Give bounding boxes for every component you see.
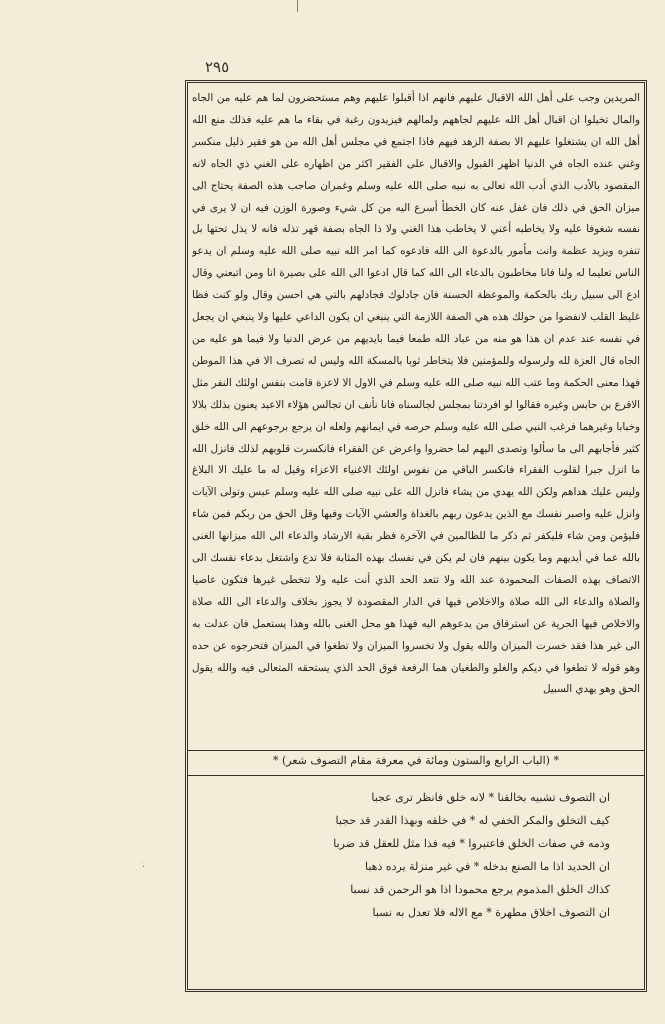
main-body-text: المريدين وجب على أهل الله الاقبال عليهم فانهم اذا أقبلوا عليهم وهم مستحضرون لما هم عليه من الجاه والمال تخيلوا ان اقبال أهل الله عليهم لجاههم ولمالهم فيزيدون رغبة في بقاء ما هم عليه فذلك منع الله أهل الله ان يشتغلوا عليهم الا بصفة الزهد فيهم فاذا اجتمع في مجلس أهل الله من هو فقير ذليل منكسر وغني عنده الجاه في الدنيا اظهر القبول والاقبال على الفقير اكثر من اظهاره على الغني ذي الجاه لانه المقصود بالأدب الذي أدب الله تعالى به نبيه صلى الله عليه وسلم وغمران صاحب هذه الصفة يحتاج الى ميزان الحق في ذلك فان غفل عنه كان الخطأ أسرع اليه من كل شيء وصورة الوزن فيه ان لا يرى في نفسه شغوفا عليه ولا يخاطبه أعني لا يخاطب هذا الغني ولا ذا الجاه بصفة قهر تذله فانه لا يذل تحتها بل تنفره ويزيد عظمة وانت مأمور بالدعوة الى الله فادعوه كما امر الله نبيه صلى الله عليه وسلم ان يدعو الناس تعليما له ولنا فانا مخاطبون بالدعاء الى الله كما قال ادعوا الى الله على بصيرة انا ومن اتبعني وقال ادع الى سبيل ربك بالحكمة والموعظة الحسنة فان جادلوك فجادلهم بالتي هي احسن وقال ولو كنت فظا غليظ القلب لانفضوا من حولك هذه هي الصفة اللازمة التي ينبغي ان يكون الداعي عليها ولا ينبغي ان يجعل في نفسه عند عدم ان هذا هو منه من عباد الله طمعا فيما بايديهم من عرض الدنيا ولا فيما هو عليه من الجاه قال العزة لله ولرسوله وللمؤمنين فلا يتخاطر ثوبا بالمسكة الله وليس له تصرف الا في هذا الموطن فهذا معنى الحكمة وما عتب الله نبيه صلى الله عليه وسلم في الاول الا لاعزة قامت بنفس اولئك النفر مثل الاقرع بن حابس وغيره فقالوا لو افردتنا بمجلس لجالسناه فانا نأنف ان تجالس هؤلاء الاعبد يعنون بذلك بلالا وخبابا وغيرهما فرغب النبي صلى الله عليه وسلم حرصه في ايمانهم ولعله ان يرجع برجوعهم الى الله خلق كثير فأجابهم الى ما سألوا وتصدى اليهم لما حضروا واعرض عن الفقراء فانكسرت قلوبهم لذلك فانزل الله ما انزل جبرا لقلوب الفقراء فانكسر الباقي من نفوس اولئك الاغنياء الاعزاء وقيل له ما عليك الا البلاغ وليس عليك هداهم ولكن الله يهدي من يشاء فانزل الله على نبيه صلى الله عليه وسلم عبس وتولى الآيات وانزل عليه واصبر نفسك مع الذين يدعون ربهم بالغداة والعشي الآيات وفيها وقل الحق من ربكم فمن شاء فليؤمن ومن شاء فليكفر ثم ذكر ما للظالمين في الآخرة فظر بقية الارشاد والدعاء الى الله ميزانها الغنى بالله عما في أيديهم وما يكون بينهم فان لم يكن في نفسك بهذه المثابة فلا تدع واشتغل بدعاء نفسك الى الاتصاف بهذه الصفات المحمودة عند الله ولا تتعد الحد الذي أنت عليه ولا تتخطى غيرها فتكون عاصيا والصلاة والدعاء الى الله صلاة والاخلاص فيها في الدار المقصودة لا يجوز بخلاف والدعاء الى الله صلاة والاخلاص فيها الحرية عن استرقاق من يدعوهم اليه فهذا هو محل الغنى بالله وهذا يستعمل فان عدلت به الى غير هذا فقد خسرت الميزان والله يقول ولا تخسروا الميزان ولا تطغوا في الميزان فتحرجوه عن حده وهو قوله لا تطغوا في ديكم والغلو والطغيان هما الرفعة فوق الحد الذي يستحقه المتعالى فيه والله يقول الحق وهو يهدي السبيل [192,92,640,696]
poem-line: ان التصوف تشبيه بخالقنا * لانه خلق فانظر ترى عجبا [371,791,610,804]
poem-block [230,786,610,924]
page-number: ٢٩٥ [205,58,230,76]
poem-line: كذاك الخلق المذموم يرجع محمودا اذا هو الرحمن قد نسبا [350,883,610,896]
chapter-heading: * (الباب الرابع والستون ومائة في معرفة مقام التصوف شعر) * [273,754,559,767]
top-pencil-mark [297,0,298,12]
poem-line: وذمه في صفات الخلق فاعتبروا * فيه فذا مثل للعقل قد ضربا [333,837,610,850]
poem-line: ان التصوف اخلاق مطهرة * مع الاله فلا تعدل به نسبا [372,906,610,919]
heading-rule-top [188,750,644,751]
margin-pencil-marks: ·ׄ [142,862,146,873]
poem-line: ان الحديد اذا ما الصنع بدخله * في غير منزلة يرده ذهبا [364,860,610,873]
heading-rule-bottom [188,775,644,776]
poem-line: كيف التخلق والمكر الخفي له * في خلقه وبهذا القدر قد حجبا [335,814,610,827]
